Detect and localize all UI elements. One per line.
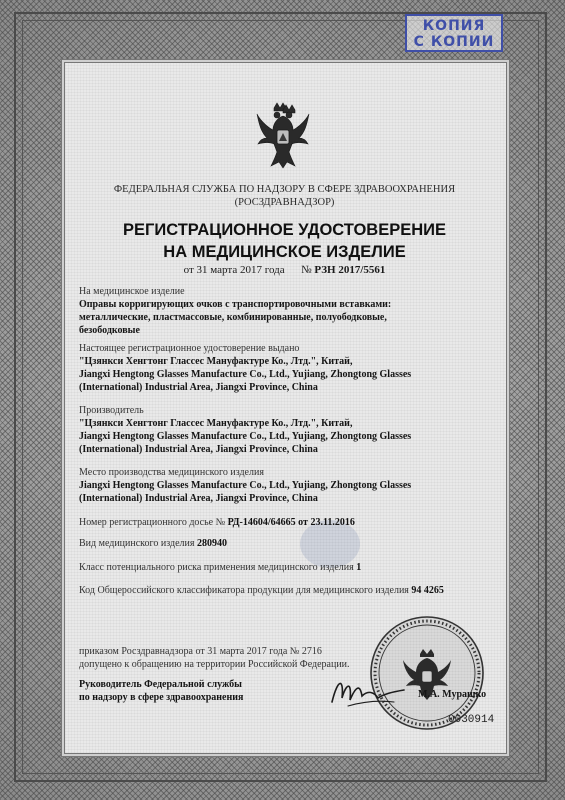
- russian-coat-of-arms-icon: [255, 100, 311, 170]
- signatory-title-line2: по надзору в сфере здравоохранения: [79, 692, 244, 703]
- copy-stamp-line1: КОПИЯ: [422, 18, 486, 34]
- issued-to-line: Jiangxi Hengtong Glasses Manufacture Co., Ltd., Yujiang, Zhongtong Glasses: [79, 369, 412, 380]
- agency-abbreviation: (РОСЗДРАВНАДЗОР): [234, 197, 335, 208]
- device-type-value: 280940: [196, 538, 227, 549]
- risk-class-value: 1: [356, 562, 362, 573]
- production-site-label: Место производства медицинского изделия: [79, 467, 264, 478]
- device-line: металлические, пластмассовые, комбинированные, полуободковые,: [79, 312, 387, 323]
- issued-to-label: Настоящее регистрационное удостоверение выдано: [79, 343, 300, 354]
- device-line: безободковые: [79, 325, 140, 336]
- order-line2: допущено к обращению на территории Российской Федерации.: [79, 659, 350, 670]
- issue-date: 31 марта 2017 года: [196, 264, 285, 276]
- handwritten-signature-icon: [328, 672, 408, 712]
- registration-number: РЗН 2017/5561: [314, 264, 386, 276]
- production-site-line: Jiangxi Hengtong Glasses Manufacture Co., Ltd., Yujiang, Zhongtong Glasses: [79, 480, 412, 491]
- issue-dateline: [64, 263, 505, 277]
- dossier-label: Номер регистрационного досье №: [79, 517, 226, 528]
- dossier-number: [79, 517, 355, 529]
- serial-number: 0030914: [448, 714, 495, 726]
- manufacturer-line: (International) Industrial Area, Jiangxi Province, China: [79, 444, 318, 455]
- device-label: На медицинское изделие: [79, 286, 185, 297]
- signatory-name: М.А. Мурашко: [418, 689, 487, 700]
- device-type: [79, 538, 227, 550]
- issued-to-line: (International) Industrial Area, Jiangxi Province, China: [79, 382, 318, 393]
- manufacturer-line: Jiangxi Hengtong Glasses Manufacture Co., Ltd., Yujiang, Zhongtong Glasses: [79, 431, 412, 442]
- issued-to-line: "Цзянкси Хенгтонг Глассес Мануфактуре Ко., Лтд.", Китай,: [79, 356, 353, 367]
- copy-stamp-line2: С КОПИИ: [413, 34, 495, 50]
- manufacturer-label: Производитель: [79, 405, 144, 416]
- date-prefix: от: [183, 264, 194, 276]
- copy-stamp: [405, 14, 503, 52]
- document-title-line1: РЕГИСТРАЦИОННОЕ УДОСТОВЕРЕНИЕ: [122, 221, 446, 239]
- risk-class-label: Класс потенциального риска применения медицинского изделия: [79, 562, 354, 573]
- device-type-label: Вид медицинского изделия: [79, 538, 195, 549]
- okp-code-label: Код Общероссийского классификатора продукции для медицинского изделия: [79, 585, 409, 596]
- okp-code-value: 94 4265: [411, 585, 444, 596]
- signatory-title-line1: Руководитель Федеральной службы: [79, 679, 242, 690]
- device-line: Оправы корригирующих очков с транспортировочными вставками:: [79, 299, 392, 310]
- manufacturer-line: "Цзянкси Хенгтонг Глассес Мануфактуре Ко., Лтд.", Китай,: [79, 418, 353, 429]
- dossier-value: РД-14604/64665 от 23.11.2016: [227, 517, 355, 528]
- production-site-line: (International) Industrial Area, Jiangxi Province, China: [79, 493, 318, 504]
- number-sign: №: [301, 264, 312, 276]
- agency-name: ФЕДЕРАЛЬНАЯ СЛУЖБА ПО НАДЗОРУ В СФЕРЕ ЗДРАВООХРАНЕНИЯ: [113, 184, 456, 195]
- order-line1: приказом Росздравнадзора от 31 марта 2017 года № 2716: [79, 646, 322, 657]
- risk-class: [79, 562, 361, 574]
- okp-code: [79, 585, 444, 597]
- document-title-line2: НА МЕДИЦИНСКОЕ ИЗДЕЛИЕ: [163, 243, 406, 261]
